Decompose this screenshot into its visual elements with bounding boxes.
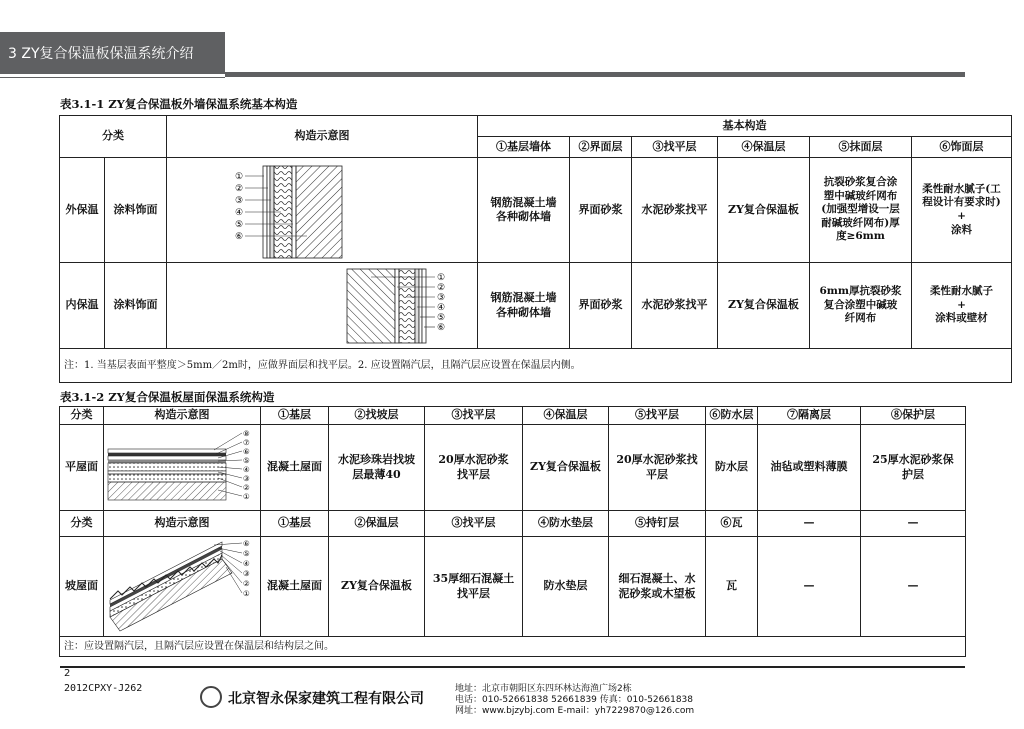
cell: 混凝土屋面 <box>261 537 329 637</box>
page-number: 2 <box>64 668 71 679</box>
flat-head: ②找坡层 <box>329 407 425 425</box>
layer-header: ②界面层 <box>570 137 632 158</box>
layer-header: ⑤抹面层 <box>810 137 912 158</box>
marker: ⑤ <box>235 220 244 230</box>
marker: ③ <box>437 293 446 303</box>
layer-header: ⑥饰面层 <box>912 137 1012 158</box>
marker: ⑥ <box>235 232 244 242</box>
flat-head: ⑦隔离层 <box>758 407 861 425</box>
table-row <box>60 537 966 637</box>
cell: 水泥砂浆找平 <box>632 263 718 349</box>
table1-caption: 表3.1-1 ZY复合保温板外墙保温系统基本构造 <box>60 97 298 111</box>
company-address: 地址：北京市朝阳区东四环林达海渔广场2栋 <box>455 684 632 694</box>
header-rule-thin <box>0 77 225 78</box>
marker: ⑥ <box>243 447 250 456</box>
table1-note: 注：1. 当基层表面平整度＞5mm／2m时，应做界面层和找平层。2. 应设置隔汽层，且隔汽层应设置在保温层内侧。 <box>60 349 1012 383</box>
flat-head: ①基层 <box>261 407 329 425</box>
marker: ⑤ <box>243 549 250 558</box>
cell: 柔性耐水腻子 + 涂料或壁材 <box>912 263 1012 349</box>
slope-head: ③找平层 <box>425 511 523 537</box>
cell: 35厚细石混凝土 找平层 <box>425 537 523 637</box>
flat-head: ⑤找平层 <box>609 407 706 425</box>
marker: ① <box>243 589 250 598</box>
table-row <box>60 158 1012 263</box>
marker: ⑧ <box>243 429 250 438</box>
layer-header: ③找平层 <box>632 137 718 158</box>
cell: 混凝土屋面 <box>261 425 329 511</box>
slope-head: ②保温层 <box>329 511 425 537</box>
marker: ② <box>243 483 250 492</box>
flat-head: 构造示意图 <box>104 407 261 425</box>
flat-head: ⑥防水层 <box>706 407 758 425</box>
marker: ⑤ <box>243 456 250 465</box>
flat-head: 分类 <box>60 407 104 425</box>
marker: ④ <box>235 208 244 218</box>
marker: ③ <box>243 474 250 483</box>
marker: ③ <box>235 196 244 206</box>
header-rule <box>225 72 965 77</box>
row-finish: 涂料饰面 <box>105 263 167 349</box>
company-logo-icon <box>200 686 222 708</box>
interior-wall-diagram <box>167 263 478 349</box>
cell: 油毡或塑料薄膜 <box>758 425 861 511</box>
cell: 20厚水泥砂浆找 平层 <box>609 425 706 511</box>
cell: ZY复合保温板 <box>718 263 810 349</box>
cell: 钢筋混凝土墙 各种砌体墙 <box>478 263 570 349</box>
marker: ⑤ <box>437 313 446 323</box>
footer-rule <box>60 666 965 668</box>
company-web: 网址：www.bjzybj.com E-mail：yh7229870@126.com <box>455 706 695 716</box>
section-title: 3 ZY复合保温板保温系统介绍 <box>0 32 225 74</box>
cell: 界面砂浆 <box>570 158 632 263</box>
cell: 防水层 <box>706 425 758 511</box>
row-finish: 涂料饰面 <box>105 158 167 263</box>
marker: ④ <box>243 559 250 568</box>
marker: ⑦ <box>243 438 250 447</box>
head-diagram: 构造示意图 <box>167 116 478 158</box>
roof-insulation-table <box>59 406 966 657</box>
row-type: 内保温 <box>60 263 105 349</box>
table2-caption: 表3.1-2 ZY复合保温板屋面保温系统构造 <box>60 390 275 404</box>
flat-head: ③找平层 <box>425 407 523 425</box>
marker: ① <box>243 492 250 501</box>
document-code: 2012CPXY-J262 <box>64 683 143 694</box>
layer-header: ④保温层 <box>718 137 810 158</box>
cell: 水泥砂浆找平 <box>632 158 718 263</box>
slope-head: ⑤持钉层 <box>609 511 706 537</box>
company-phone: 电话：010-52661838 52661839 传真：010-52661838 <box>455 695 693 705</box>
cell: 6mm厚抗裂砂浆 复合涂塑中碱玻 纤网布 <box>810 263 912 349</box>
cell: 钢筋混凝土墙 各种砌体墙 <box>478 158 570 263</box>
slope-head: ④防水垫层 <box>523 511 609 537</box>
cell: ZY复合保温板 <box>718 158 810 263</box>
table2-note: 注：应设置隔汽层，且隔汽层应设置在保温层和结构层之间。 <box>60 637 966 657</box>
head-category: 分类 <box>60 116 167 158</box>
wall-insulation-table <box>59 115 1012 383</box>
cell: ZY复合保温板 <box>523 425 609 511</box>
slope-head: — <box>758 511 861 537</box>
exterior-wall-diagram <box>167 158 478 263</box>
marker: ④ <box>437 303 446 313</box>
marker: ④ <box>243 465 250 474</box>
marker: ③ <box>243 569 250 578</box>
marker: ② <box>243 579 250 588</box>
slope-head: ⑥瓦 <box>706 511 758 537</box>
sloped-roof-diagram <box>104 537 261 637</box>
marker: ② <box>437 283 446 293</box>
row-type: 外保温 <box>60 158 105 263</box>
marker: ⑥ <box>243 539 250 548</box>
slope-head: 构造示意图 <box>104 511 261 537</box>
row-type: 坡屋面 <box>60 537 104 637</box>
cell: 柔性耐水腻子(工 程设计有要求时) + 涂料 <box>912 158 1012 263</box>
cell: — <box>758 537 861 637</box>
marker: ⑥ <box>437 323 446 333</box>
layer-header: ①基层墙体 <box>478 137 570 158</box>
slope-head: 分类 <box>60 511 104 537</box>
cell: 界面砂浆 <box>570 263 632 349</box>
slope-head: — <box>861 511 966 537</box>
slope-head: ①基层 <box>261 511 329 537</box>
flat-head: ⑧保护层 <box>861 407 966 425</box>
cell: 水泥珍珠岩找坡 层最薄40 <box>329 425 425 511</box>
flat-roof-diagram <box>104 425 261 511</box>
company-name: 北京智永保家建筑工程有限公司 <box>228 691 424 707</box>
marker: ① <box>235 172 244 182</box>
cell: 20厚水泥砂浆 找平层 <box>425 425 523 511</box>
flat-head: ④保温层 <box>523 407 609 425</box>
cell: 25厚水泥砂浆保 护层 <box>861 425 966 511</box>
head-basic: 基本构造 <box>478 116 1012 137</box>
cell: 防水垫层 <box>523 537 609 637</box>
marker: ② <box>235 184 244 194</box>
row-type: 平屋面 <box>60 425 104 511</box>
marker: ① <box>437 273 446 283</box>
table-row <box>60 425 966 511</box>
cell: 瓦 <box>706 537 758 637</box>
table-row <box>60 263 1012 349</box>
cell: 细石混凝土、水 泥砂浆或木望板 <box>609 537 706 637</box>
cell: 抗裂砂浆复合涂 塑中碱玻纤网布 (加强型增设一层 耐碱玻纤网布)厚 度≥6mm <box>810 158 912 263</box>
cell: ZY复合保温板 <box>329 537 425 637</box>
cell: — <box>861 537 966 637</box>
